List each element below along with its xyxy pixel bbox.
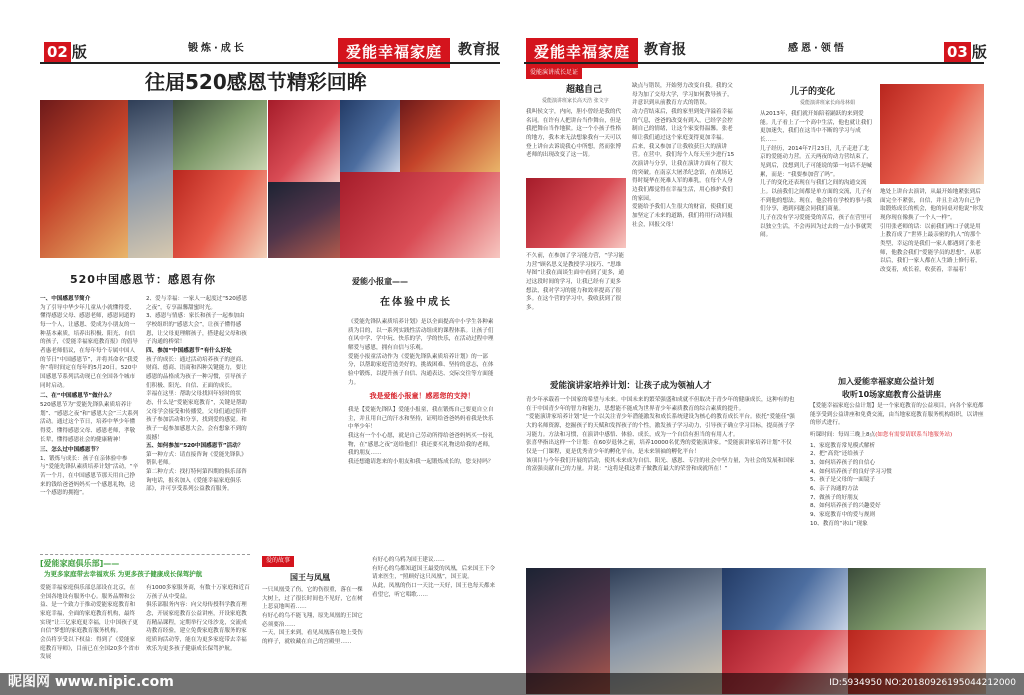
topic-item: 9、家庭教育中的爱与规则 <box>810 511 876 518</box>
club-divider <box>40 554 250 555</box>
article1-title: 超越自己 <box>566 85 603 95</box>
story-title: 国王与凤凰 <box>290 573 330 582</box>
youth-p3: 张喜华指出这样一个计划：在60岁退休之前，培养10000名优秀的爱能演讲家。“爱能演讲家培养计划”不仅仅是一门课程，更是优秀青少年的孵化平台，是未来领袖的孵化平台！ <box>526 440 792 455</box>
article1-p5: 不久前，在参加了学习能力营，“学习能力营”顾名思义是教授学习技巧、“思维导图”让我在面谈生面中看到了更多，通过这段时间的学习，让我已经有了更多想法，我对学习的能力和效率提高了很多。在这个营的学习中，我收获到了很多。 <box>526 253 624 311</box>
article2-title: 儿子的变化 <box>790 87 836 97</box>
charity-body <box>810 402 986 562</box>
photo-street <box>173 100 267 170</box>
left-section-title: 520中国感恩节：感恩有你 <box>70 273 216 286</box>
story-tag: 爱的故事 <box>262 556 294 567</box>
photo-boy-red-cap <box>173 170 267 258</box>
right-header-rule <box>524 62 984 64</box>
intro-p2: 520感恩节为“爱能先锋队素质培养计划”、“感恩之夜”和“感恩大会”三大系列活动。通过这个节日，培养中华少年懂得爱、懂得感恩父母、感恩老师，孝敬长辈，懂得感恩社会的健康精神！ <box>40 401 139 443</box>
photo-team <box>340 100 400 172</box>
topic-list <box>810 442 986 529</box>
article1-p1: 我叫侯文宇，内向，胆小曾经是我的代名词。在许有人把讲台当作舞台，但是我把舞台当作地狱。这一个小孩子性格的地方，我本来无法想象我有一天可以登上讲台去诉说我心中所想，然而张博老师的出现改变了这一切。 <box>526 109 622 159</box>
photo-red-crowd <box>268 100 340 182</box>
story-p6: 从此，凤凰的伤口一天比一天好，国王也每天都来看望它，听它唱歌…… <box>372 582 496 598</box>
col2-p5: 五、如何参加“520中国感恩节”活动？ <box>146 443 244 450</box>
youth-p1: 青少年承载着一个国家的希望与未来。中国未来的繁荣强盛和成就不但取决于青少年的健康成长，这种有的也在于中国青少年的智力和能力，思想能不能成为世界青少年素质教育的综合素质的提升。 <box>526 397 795 412</box>
intro-p3: 1、锻炼与成长：孩子在亲体验中参与“爱能先锋队素质培养计划”活动，“辛苦一个月，在中国感恩节那天用自己挣来的钱给爸爸妈妈买一个感恩礼物，送一个感恩的拥抱”。 <box>40 455 139 497</box>
article2-p6: 引用张老师的话：以前我们两口子就是用上教育成了“世界上最亲密的仇人”的那个类型，幸运的是我们一家人都遇到了张老师，他教会我们“爱能学员的思想”，从那以后，我们一家人都在人生路上修行着，改变着，成长着，收获着，幸福着！ <box>880 223 981 273</box>
left-page-number: 02 版 <box>44 42 87 64</box>
article2-p4: 儿子在没有学习爱能受的苦后，孩子在营里可以独立生活，不会再因为过去的一点小事就哭闹。 <box>760 214 872 239</box>
charity-title: 加入爱能幸福家庭公益计划 <box>838 377 934 386</box>
article1-p2: 缺点与错误，开始努力改变自我。我的父母为加了交母大学，学习如何教导孩子，并意识到从前教育方式的错误。 <box>632 83 733 107</box>
photo-award-group <box>526 178 626 248</box>
article1-p6: 爱能给予我们人生很大的财富，使我们更加坚定了未来的道路，我们将用行动回报社会，回报父母！ <box>632 204 733 228</box>
charity-p1: 【爱能幸福家庭公益计划】是一个家庭教育的公益项目，向各个家庭都能享受到公益讲座和免费交流，由当地家庭教育服务机构组织，以讲座的形式进行。 <box>810 403 984 427</box>
intro-h3: 三、怎么过中国感恩节？ <box>40 447 102 454</box>
club-title: [爱能家庭俱乐部]—— <box>40 559 120 568</box>
story-p5: 有好心的鸟都知道国王最爱的凤凰，后来国王下令请来医生，“照顾好这只凤凰”，国王说。 <box>372 565 496 581</box>
photo-crowd-red <box>880 84 984 184</box>
intro-column <box>40 295 140 545</box>
col2-p2: 3、感恩与情感：家长和孩子一起参加由学校组织的“感恩大会”，让孩子懂得感恩，让父母更理解孩子，搭建起父母和孩子沟通的桥梁！ <box>146 313 247 346</box>
benefits-column <box>146 295 248 545</box>
growth-column <box>348 318 496 546</box>
right-page-number: 03 版 <box>944 42 987 64</box>
article1-col1 <box>526 108 626 174</box>
photo-hall <box>340 172 500 258</box>
charity-subtitle: 收听10场家庭教育公益讲座 <box>842 390 942 399</box>
article1-p3: 动力营结束后，我的家里到处洋溢着幸福的气息，爸爸的改变有到入，已经学会控制自己的情绪，让这个家变得温馨。张老师让我们通过这个家庭变得更加幸福。 <box>632 108 733 141</box>
col2-heading: 四、参加“中国感恩节”有什么好处 <box>146 347 232 354</box>
growth-p2: 爱能小报童活动作为《爱能先锋队素质培养计划》的一部分，以帮助家庭营造美好的，挑战困难、坚持的意志，在体验中锻炼，以提升孩子自信、沟通表达、交际交往等方面能力。 <box>348 353 494 386</box>
story-p4: 有好心的乌鸦为国王建议…… <box>372 557 445 563</box>
col2-p3: 孩子的成长：通过活动培养孩子的逆商、财商、德商、语商和四种关键能力，要让感恩的品格成为孩子一种习惯，引导孩子们积极、阳光、自信、正面的成长。 <box>146 356 247 389</box>
topic-item: 2、把“高瓷”还给孩子 <box>810 451 865 458</box>
article2-byline: 爱能演讲班家长商母林娟 <box>800 100 856 106</box>
club-p1: 爱能幸福家庭俱乐部总部设在北京，在全国各地设有服务中心。服务品牌和公益、是一个致力于推动爱能家庭教育和家庭幸福，全面的家庭教育机构，最终实现“让三亿家庭更幸福，让中国孩子更自信”梦想的家庭教育服务机构。 <box>40 585 138 635</box>
growth-p5: 我还想邀请您来的小朋友和我一起锻炼成长的，您支持吗？ <box>348 459 494 466</box>
intro-h1: 一、中国感恩节简介 <box>40 296 91 302</box>
topic-item: 10、教育的“冰山”现象 <box>810 520 868 527</box>
article1-col1-bottom <box>526 252 626 368</box>
growth-slogan: 我是爱能小报童！感恩您的支持！ <box>369 392 475 401</box>
photo-ceremony <box>40 100 128 258</box>
left-paper-name: 教育报 <box>458 42 500 58</box>
intro-h2: 二、在“中国感恩节”做什么？ <box>40 393 115 400</box>
article2-p2: 儿子经历，2014年7月23日，儿子走进了北京的爱能动力营。五天两夜的动力营结束了，见到后，没想到儿子可能说的第一句话不是喊累，而是：“我要参加营了吗”。 <box>760 145 872 178</box>
article1-col2 <box>632 82 738 368</box>
right-brand-logo: 爱能幸福家庭 <box>526 38 638 68</box>
col2-p1: 2、爱与幸福：一家人一起度过“520感恩之夜”，专享温馨甜蜜时光。 <box>146 296 248 311</box>
left-brand-logo: 爱能幸福家庭 <box>338 38 450 68</box>
topic-item: 8、如何培养孩子的兴趣爱好 <box>810 503 881 510</box>
article2-p3: 儿子的变化还表现在与我们之间的沟通交流上。以前我们之间都是单方面的交流，儿子有不到他的想法。现在，他会将在学校的事与我们分享，遇到问题会同我们商量。 <box>760 180 872 213</box>
right-column-tag: 感恩·领悟 <box>788 43 847 54</box>
charity-time: 听课时间：每周三晚上8点 <box>810 431 876 438</box>
topic-item: 3、如何培养孩子的自信心 <box>810 459 876 466</box>
topic-item: 4、如何培养孩子的良好学习习惯 <box>810 468 892 475</box>
article2-col1 <box>760 110 872 368</box>
photo-group-outdoor <box>848 568 986 630</box>
growth-p3: 我是【爱能先锋队】爱能小报童，我在锻炼自己要更自立自主，并且用自己的汗水和坚持，证明给爸爸妈妈看我是快乐中华少年！ <box>348 407 494 431</box>
growth-label: 爱能小报童—— <box>352 277 408 286</box>
article1-byline: 爱能演讲班家长高天浩 张文宇 <box>542 98 609 104</box>
growth-p1: 《爱能先锋队素质培养计划》是以全面提高中小学生各种素质为目的，以一系列实践性活动组成的课程体系。让孩子们在风中学、学中玩、快乐的学，学的快乐，在活动过程中理解爱与感恩，拥有自信与乐观。 <box>348 319 494 351</box>
topic-item: 1、家庭教育常见模式解析 <box>810 442 876 449</box>
watermark-id: ID:5934950 NO:20180926195044212000 <box>829 677 1016 688</box>
youth-p4: 该项目与今年我们开展的活动，使其未来成为自信、阳光、感恩、专注的社会中坚力量，为社会的发展和国家的富强贡献自己的力量。并说：“这将是我这辈子做教育最大的荣誉和成就所在！” <box>526 457 795 473</box>
youth-p2: “爱能演讲家培养计划”是一个以关注青少年潜能激发和成长系统建设为核心的教育成长平台。依托“爱能佳”强大的名师资源，挖掘孩子的天赋和发挥孩子的个性，激发孩子学习动力，引导孩子确立学习目标，提高孩子学习能力。方法和习惯，在演讲中感悟、体验、成长，成为一个自信有担当的有用人才。 <box>526 414 795 438</box>
charity-note: (如您有需要请联系当地服务站) <box>875 431 953 438</box>
story-p3: 一天，国王来到，看见凤凰落在地上受伤的样子，就收藏在自己的宫殿里…… <box>262 630 363 645</box>
story-p2: 有好心的鸟不能飞翔，原先凤凰的王国它必须要治…… <box>262 612 363 628</box>
photo-girl-interview <box>128 100 173 258</box>
youth-title: 爱能演讲家培养计划：让孩子成为领袖人才 <box>550 381 712 391</box>
left-headline: 往届520感恩节精彩回眸 <box>145 70 367 94</box>
photo-kids-group <box>268 182 340 258</box>
youth-body <box>526 396 796 562</box>
left-column-tag: 锻炼·成长 <box>188 43 247 54</box>
story-p1: 一只凤凰受了伤，它的伤很重，落在一棵大树上，过了很长时间也不见好，它在树上悲哀地叫着…… <box>262 587 363 611</box>
left-header-rule <box>40 62 500 64</box>
club-p2: 会员将享受以下权益：得到了《爱能家庭教育导师》，目前已在全国20多个省市发展 <box>40 636 140 661</box>
growth-title: 在体验中成长 <box>380 297 452 308</box>
right-section-tag: 爱能演讲成长足证 <box>526 68 582 79</box>
club-subtitle: 为更多家庭带去幸福欢乐 为更多孩子健康成长保驾护航 <box>44 570 203 578</box>
club2-p1: 有1000多家服务商，有数十万家庭和近百万孩子从中受益。 <box>146 585 250 600</box>
article2-col2 <box>880 188 984 368</box>
article2-p1: 从2013年，我们就开始陪着踊跃的来到爱能。儿子看上了一个高中生活，他也就让我们更加迷失，我们在这当中不断的学习与成长…… <box>760 111 872 143</box>
intro-p1: 为了引导中华少年儿童从小就懂得爱、懂得感恩父母、感恩老师，感恩同道的每一个人，让感恩、爱成为小朋友的一种基本素质，培养出积极、阳光、自信的孩子，《爱能幸福家庭教育报》的倡导者惠老师倡议，在每年每个专属中国人的节日“中国感恩节”，并将其命名“我爱你”将时间定在每年的5月20日。520中国感恩节系列活动现已在全国各个城市同时启动。 <box>40 304 139 389</box>
col2-p6: 第一种方式：请直接咨询《爱能先锋队》帮队老师。 <box>146 451 247 467</box>
col2-p7: 第二种方式：找打特何第四期的俱乐部咨询电话，报名加入《爱能幸福家庭俱乐部》，并可享受系列公益教育服务。 <box>146 469 247 493</box>
topic-item: 7、做孩子的好朋友 <box>810 494 859 501</box>
club2-p2: 俱乐部服务内容：向父母传授科学教育理念，开展家庭教育公益讲座，开设家庭教育精品课程，定期举行父母沙龙，交流成功教育经验，建立免费家庭教育服务的家庭质询活动等，能在为更多家庭带去幸福欢乐为更多孩子健康成长保驾护航。 <box>146 602 247 652</box>
topic-item: 5、孩子是父母的一面镜子 <box>810 477 876 484</box>
photo-students-row <box>722 568 848 630</box>
col2-p4: 幸福在这里：帮助父母找回年轻时的状态，什么是“爱能家庭教育”，关键是帮助父母学会接受和传播爱，父母们通过陪伴孩子参加活动和分享，找到爱的感觉。和孩子一起参加感恩大会，会有想象不到的震撼！ <box>146 391 247 441</box>
photo-stage <box>400 100 500 172</box>
story-column-2 <box>372 556 496 690</box>
right-paper-name: 教育报 <box>644 42 686 58</box>
article2-p5: 地处上讲台去演讲，从最开始地紧张到后面完全不紧张，自信，并且主动为自己争取锻炼成长的机会，他的同桌对他说“你发现你现在像换了一个人一样”。 <box>880 189 984 221</box>
article1-p4: 后来，我又参加了让我收获巨大的演讲营。在营中，我们每个人每天至少进行15次演讲与分享，让我在演讲方面有了很大的突破。在南京大屠杀纪念馆，在战场记得时疑华在死难人军的难乳，在每个人身边我们都觉得在幸福生活，用心推护我们的家园。 <box>632 143 735 202</box>
topic-item: 6、亲子沟通的方法 <box>810 485 859 492</box>
watermark-site: 昵图网 www.nipic.com <box>8 673 174 690</box>
growth-p4: 我这有一个小心愿，就是自己劳动所得给爸爸妈妈买一份礼物，在“感恩之夜”送给他们！我还要买礼物送给我的老师，我的朋友…… <box>348 433 494 457</box>
